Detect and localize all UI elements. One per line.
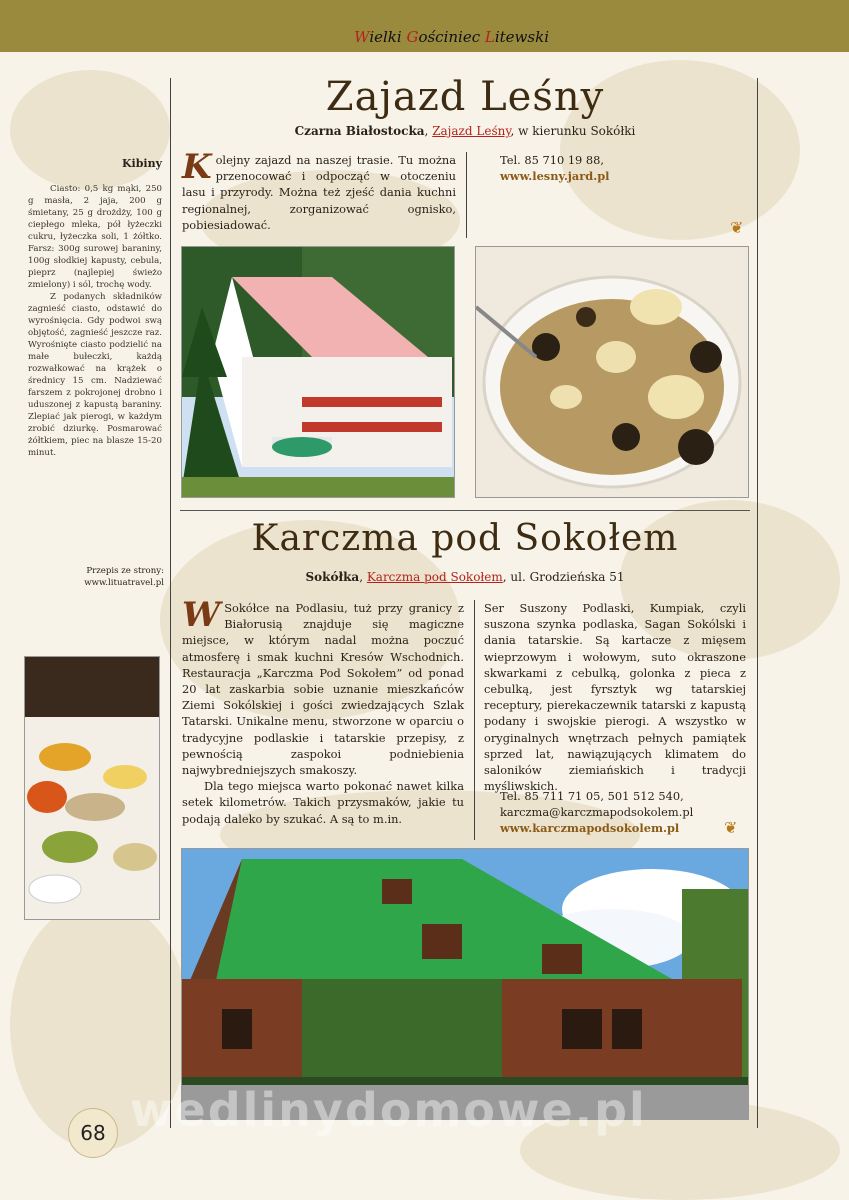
recipe-source: Przepis ze strony: www.lituatravel.pl	[40, 565, 164, 589]
watermark: wedlinydomowe.pl	[130, 1083, 647, 1137]
section1-phone: Tel. 85 710 19 88,	[500, 153, 605, 167]
section2-title: Karczma pod Sokołem	[251, 518, 679, 559]
soup-photo	[475, 246, 749, 498]
page-number: 68	[68, 1108, 118, 1158]
section1-dropcap: K	[182, 147, 212, 187]
section2-email[interactable]: karczma@karczmapodsokolem.pl	[500, 805, 694, 819]
section1-title: Zajazd Leśny	[325, 74, 605, 120]
karczma-building-photo	[181, 848, 749, 1120]
section1-body: Kolejny zajazd na naszej trasie. Tu można przenocować i odpocząć w otoczeniu lasu i przyrody. Można też zjeść dania kuchni regionalnej, zorganizować ognisko, pobiesiadować.	[182, 147, 456, 232]
section1-subtitle: Czarna Białostocka, Zajazd Leśny, w kierunku Sokółki	[294, 124, 636, 138]
section1-column-rule	[466, 152, 467, 238]
section2-phone: Tel. 85 711 71 05, 501 512 540,	[500, 789, 684, 803]
leaf-ornament-icon: ❦	[730, 218, 744, 237]
magazine-title: Wielki Gościniec Litewski	[354, 28, 549, 46]
section2-subtitle: Sokółka, Karczma pod Sokołem, ul. Grodzieńska 51	[305, 570, 625, 584]
page-header	[0, 0, 849, 52]
section2-column-rule	[474, 600, 475, 840]
recipe-title: Kibiny	[122, 157, 162, 170]
recipe-text	[28, 183, 162, 459]
zajazd-link[interactable]: Zajazd Leśny	[432, 124, 511, 138]
section2-dropcap: W	[182, 595, 221, 635]
source-link[interactable]: www.lituatravel.pl	[84, 578, 164, 588]
right-column-rule	[757, 78, 758, 1128]
leaf-ornament-icon: ❦	[724, 818, 738, 837]
section2-contact	[500, 788, 745, 836]
inn-building-photo	[181, 246, 455, 498]
recipe-ingredients: Ciasto: 0,5 kg mąki, 250 g masła, 2 jaja, 200 g śmietany, 25 g drożdży, 100 g ciepłego mleka, pół łyżeczki cukru, łyżeczka soli, 1 żółtko. Farsz: 300g surowej baraniny, 100g słodkiej kapusty, cebula, pieprz (najlepiej świeżo zmielony) i sól, trochę wody.	[28, 184, 162, 290]
section1-website[interactable]: www.lesny.jard.pl	[500, 169, 610, 183]
section2-body-left: W Sokółce na Podlasiu, tuż przy granicy z Białorusią znajduje się magiczne miejsce, w którym nadal można poczuć atmosferę i smak kuchni Kresów Wschodnich. Restauracja „Karczma Pod Sokołem” od ponad 20 lat zaskarbia sobie uznanie mieszkańców Ziemi Sokólskiej i gości zwiedzających Szlak Tatarski. Unikalne menu, stworzone w oparciu o tradycyjne podlaskie i tatarskie przepisy, z pewnością zaspokoi podniebienia najwybredniejszych smakoszy. Dla tego miejsca warto pokonać nawet kilka setek kilometrów. Takich przysmaków, jakie tu podają daleko by szukać. A są to m.in.	[182, 595, 464, 826]
section2-website[interactable]: www.karczmapodsokolem.pl	[500, 821, 680, 835]
section-divider	[180, 510, 750, 511]
recipe-method: Z podanych składników zagnieść ciasto, odstawić do wyrośnięcia. Gdy podwoi swą objętość, zagnieść jeszcze raz. Wyrośnięte ciasto podzielić na małe bułeczki, każdą rozwałkować na krążek o średnicy 15 cm. Nadziewać farszem z pokrojonej drobno i uduszonej z kapustą baraniny. Zlepiać jak pierogi, w każdym zrobić dziurkę. Posmarować żółtkiem, piec na blasze 15-20 minut.	[28, 292, 162, 458]
section1-contact	[500, 152, 740, 184]
section2-body-right: Ser Suszony Podlaski, Kumpiak, czyli suszona szynka podlaska, Sagan Sokólski i dania tatarskie. Są kartacze z mięsem wieprzowym i wołowym, suto okraszone skwarkami z cebulką, golonka z pieca z cebulką, jest fyrsztyk wg tatarskiej receptury, pierekaczewnik tatarski z kapustą podany i swojskie pierogi. A wszystko w oryginalnych wnętrzach pełnych pamiątek sprzed lat, nawiązujących klimatem do saloników ziemiańskich i tradycji myśliwskich.	[484, 601, 746, 794]
left-column-rule	[170, 78, 171, 1128]
buffet-photo	[24, 656, 160, 920]
karczma-link[interactable]: Karczma pod Sokołem	[366, 570, 503, 584]
